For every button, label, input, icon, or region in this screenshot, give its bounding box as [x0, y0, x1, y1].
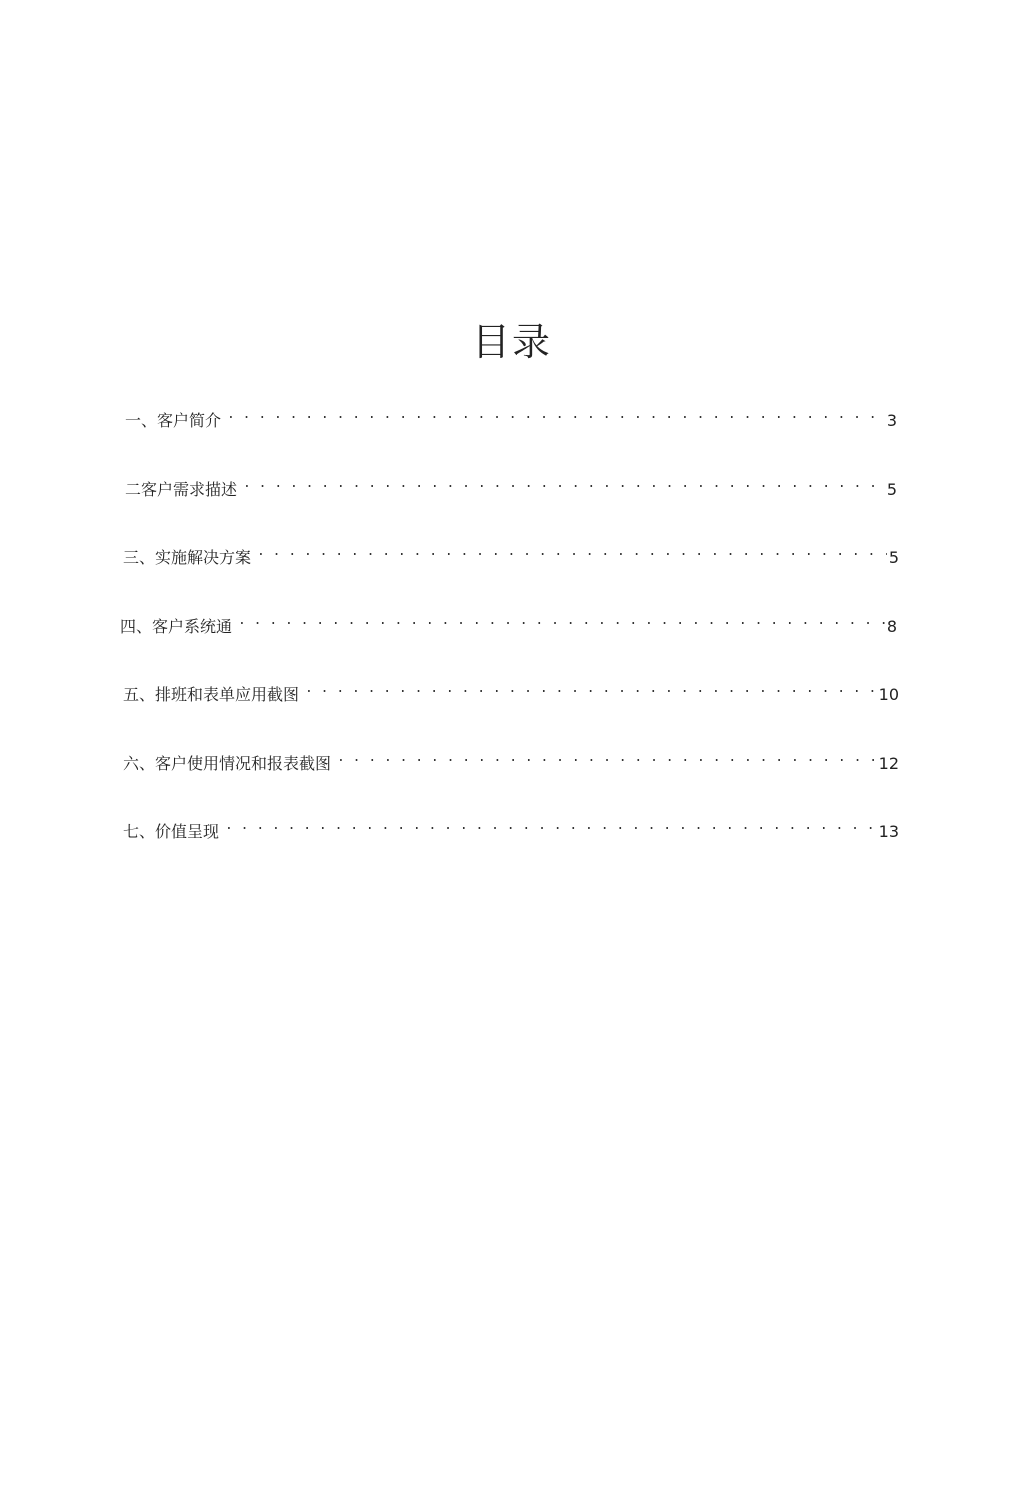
toc-entry-label: 二客户需求描述 [125, 480, 238, 499]
toc-dot-leader [257, 541, 887, 563]
toc-entry-page-number: 10 [878, 685, 899, 704]
toc-entry [123, 747, 899, 775]
toc-entry [120, 610, 897, 638]
toc-dot-leader [227, 404, 885, 426]
toc-entry [123, 678, 899, 706]
toc-entry-page-number: 5 [886, 480, 897, 499]
toc-entry-page-number: 12 [878, 754, 899, 773]
toc-entry [125, 473, 897, 501]
toc-dot-leader [238, 610, 885, 632]
toc-entry-label: 七、价值呈现 [123, 822, 220, 841]
toc-dot-leader [225, 815, 877, 837]
toc-entry-label: 一、客户简介 [125, 411, 222, 430]
toc-entry-label: 四、客户系统通 [120, 617, 233, 636]
toc-dot-leader [305, 678, 877, 700]
toc-entry-label: 三、实施解决方案 [123, 548, 252, 567]
toc-entry-label: 五、排班和表单应用截图 [123, 685, 300, 704]
toc-entry [125, 404, 897, 432]
toc-entry-page-number: 3 [886, 411, 897, 430]
toc-dot-leader [337, 747, 877, 769]
toc-entry [123, 541, 899, 569]
toc-dot-leader [243, 473, 885, 495]
toc-entry-page-number: 8 [886, 617, 897, 636]
toc-entry-label: 六、客户使用情况和报表截图 [123, 754, 332, 773]
toc-entry [123, 815, 899, 843]
toc-entry-page-number: 13 [878, 822, 899, 841]
toc-entry-page-number: 5 [888, 548, 899, 567]
toc-title: 目录 [471, 320, 552, 364]
